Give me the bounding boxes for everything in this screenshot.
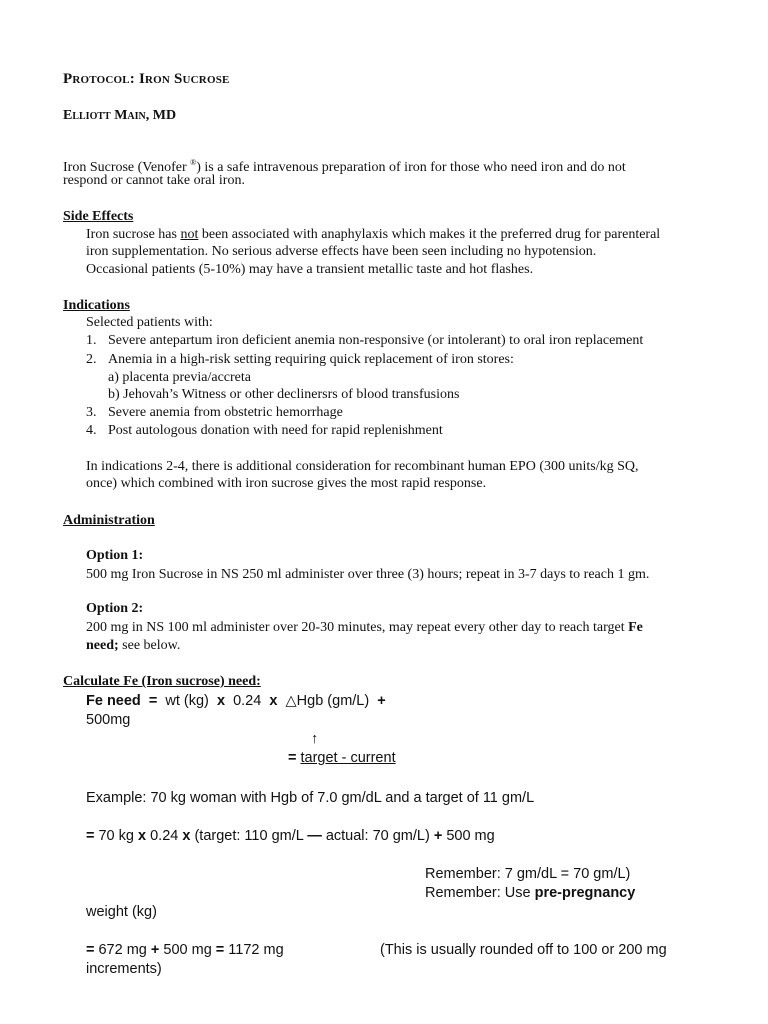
result-500: 500 mg xyxy=(159,942,216,958)
intro-text: Iron Sucrose (Venofer xyxy=(63,160,191,175)
up-arrow-icon: ↑ xyxy=(311,731,319,747)
document-title: Protocol: Iron Sucrose xyxy=(63,71,230,87)
option-1-label: Option 1: xyxy=(86,548,144,563)
equals-sign: = xyxy=(215,942,225,958)
side-effects-heading: Side Effects xyxy=(63,209,134,224)
plus-sign: + xyxy=(150,942,160,958)
calc-factor: 0.24 xyxy=(146,828,183,844)
indication-number: 2. xyxy=(86,352,97,367)
side-effects-text-cont: been associated with anaphylaxis which makes it the preferred drug for parenteral xyxy=(198,227,661,242)
registered-mark: ® xyxy=(190,158,197,167)
calc-500mg: 500 mg xyxy=(442,828,495,844)
equals-sign: = xyxy=(148,693,158,709)
factor-term: 0.24 xyxy=(233,693,262,709)
result-672: 672 mg xyxy=(94,942,151,958)
indication-number: 1. xyxy=(86,333,97,348)
indication-number: 3. xyxy=(86,405,97,420)
calc-actual: actual: 70 gm/L) xyxy=(321,828,434,844)
option-2-line-1 xyxy=(86,619,643,637)
multiply-sign: x xyxy=(138,828,147,844)
option-2-text-cont: see below. xyxy=(118,638,181,653)
indication-text: Anemia in a high-risk setting requiring quick replacement of iron stores: xyxy=(108,352,514,367)
multiply-sign: x xyxy=(216,693,226,709)
fe-need-label: Fe need xyxy=(86,693,141,709)
calc-target: (target: 110 gm/L xyxy=(190,828,308,844)
intro-text-cont: ) is a safe intravenous preparation of iron for those who need iron and do not xyxy=(196,160,626,175)
rounding-note-cont: increments) xyxy=(86,961,162,977)
remember-conversion: Remember: 7 gm/dL = 70 gm/L) xyxy=(425,866,631,882)
indication-sub-item: b) Jehovah’s Witness or other declinersrs of blood transfusions xyxy=(108,387,460,402)
remember-weight-cont: weight (kg) xyxy=(86,904,157,920)
multiply-sign: x xyxy=(269,693,278,709)
option-2-label: Option 2: xyxy=(86,601,144,616)
need-emphasis: need; xyxy=(86,638,119,653)
indication-text: Severe antepartum iron deficient anemia non-responsive (or intolerant) to oral iron replacement xyxy=(108,333,644,348)
equals-sign: = xyxy=(86,828,95,844)
side-effects-line-2: iron supplementation. No serious adverse effects have been seen including no hypotension. xyxy=(86,244,597,259)
multiply-sign: x xyxy=(182,828,191,844)
equals-sign: = xyxy=(86,942,95,958)
equals-sign: = xyxy=(288,750,297,766)
delta-hgb-term: △Hgb (gm/L) xyxy=(285,693,370,709)
target-minus-current xyxy=(288,749,396,768)
indication-text: Post autologous donation with need for rapid replenishment xyxy=(108,423,443,438)
indications-note-line-1: In indications 2-4, there is additional consideration for recombinant human EPO (300 units/kg SQ, xyxy=(86,459,639,474)
calculate-heading: Calculate Fe (Iron sucrose) need: xyxy=(63,674,261,689)
rounding-note: (This is usually rounded off to 100 or 200 mg xyxy=(380,942,667,958)
result-total: 1172 mg xyxy=(224,942,284,958)
formula-500mg: 500mg xyxy=(86,712,131,728)
author-line: Elliott Main, MD xyxy=(63,108,177,123)
calc-weight: 70 kg xyxy=(94,828,138,844)
fe-need-formula xyxy=(86,692,386,711)
result-calculation xyxy=(86,941,284,960)
indication-text: Severe anemia from obstetric hemorrhage xyxy=(108,405,343,420)
indications-note-line-2: once) which combined with iron sucrose gives the most rapid response. xyxy=(86,476,487,491)
side-effects-text: Iron sucrose has xyxy=(86,227,181,242)
target-current-text: target - current xyxy=(300,750,396,766)
remember-weight xyxy=(425,884,635,903)
target-fe-emphasis: Fe xyxy=(628,620,643,635)
plus-sign: + xyxy=(433,828,443,844)
indication-sub-item: a) placenta previa/accreta xyxy=(108,370,252,385)
weight-term: wt (kg) xyxy=(165,693,209,709)
option-2-text: 200 mg in NS 100 ml administer over 20-30 minutes, may repeat every other day to reach target xyxy=(86,620,629,635)
example-text: Example: 70 kg woman with Hgb of 7.0 gm/dL and a target of 11 gm/L xyxy=(86,790,535,806)
side-effects-line-1 xyxy=(86,226,660,244)
indications-intro: Selected patients with: xyxy=(86,315,213,330)
option-2-line-2 xyxy=(86,637,180,655)
emphasis-not: not xyxy=(180,227,199,242)
pre-pregnancy-emphasis: pre-pregnancy xyxy=(534,885,636,901)
minus-dash: — xyxy=(307,828,322,844)
indications-heading: Indications xyxy=(63,298,130,313)
intro-line-2: respond or cannot take oral iron. xyxy=(63,173,245,188)
remember-text: Remember: Use xyxy=(425,885,535,901)
administration-heading: Administration xyxy=(63,513,155,528)
plus-sign: + xyxy=(377,693,386,709)
side-effects-line-3: Occasional patients (5-10%) may have a transient metallic taste and hot flashes. xyxy=(86,262,534,277)
option-1-text: 500 mg Iron Sucrose in NS 250 ml administer over three (3) hours; repeat in 3-7 days to reach 1 gm. xyxy=(86,567,650,582)
example-calculation xyxy=(86,827,495,846)
indication-number: 4. xyxy=(86,423,97,438)
